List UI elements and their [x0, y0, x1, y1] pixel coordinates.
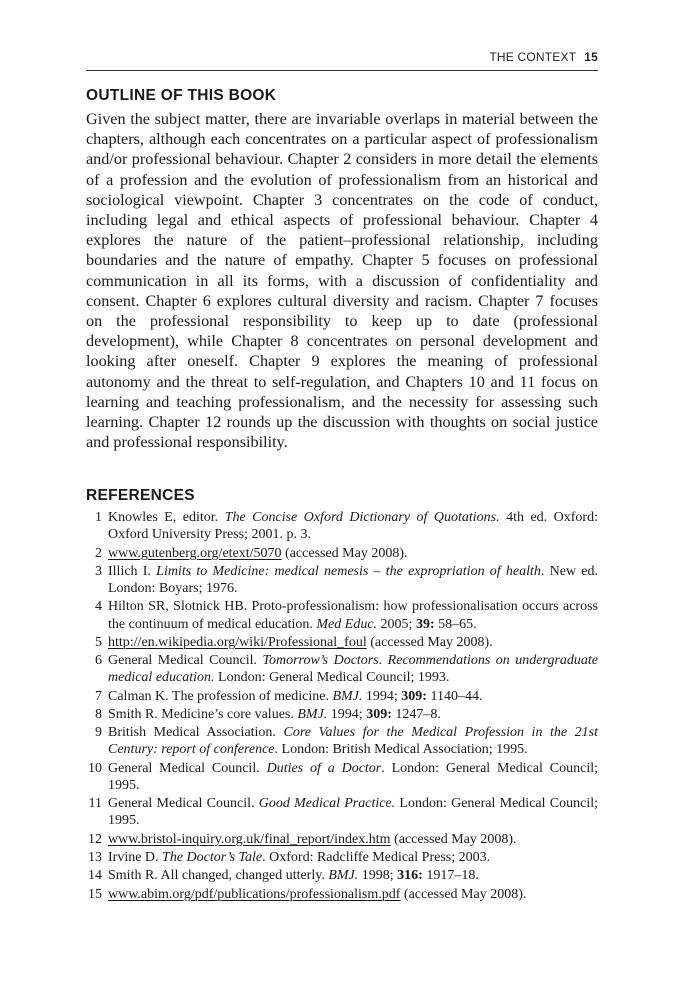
- reference-text: 316:: [397, 868, 423, 884]
- reference-item: [86, 634, 598, 651]
- reference-text: The Doctor’s Tale: [162, 849, 263, 865]
- reference-list: [86, 509, 598, 904]
- reference-item: [86, 886, 598, 903]
- reference-number: 14: [88, 868, 102, 884]
- reference-number: 6: [95, 653, 102, 669]
- reference-text: 1994;: [327, 706, 367, 722]
- reference-text: Limits to Medicine: medical nemesis – the expropriation of health: [156, 563, 541, 579]
- reference-number: 1: [95, 510, 102, 525]
- reference-item: [86, 509, 598, 543]
- header-rule: [86, 70, 598, 71]
- reference-text: Duties of a Doctor: [266, 760, 382, 776]
- reference-item: [86, 831, 598, 848]
- reference-text: Tomorrow’s Doctors. Recommendations on undergraduate medical education.: [108, 653, 598, 686]
- reference-link[interactable]: www.gutenberg.org/etext/5070: [108, 545, 282, 561]
- reference-text: London: General Medical Council; 1993.: [214, 670, 450, 686]
- reference-number: 4: [95, 599, 102, 615]
- reference-link[interactable]: http://en.wikipedia.org/wiki/Professional_foul: [108, 634, 367, 650]
- reference-text: . London: General Medical Council; 1995.: [108, 760, 598, 793]
- reference-text: Knowles E, editor.: [108, 510, 225, 525]
- reference-number: 8: [95, 706, 102, 722]
- outline-heading: OUTLINE OF THIS BOOK: [86, 87, 277, 104]
- reference-number: 13: [88, 849, 102, 865]
- reference-text: 1140–44.: [426, 688, 483, 704]
- reference-number: 11: [88, 796, 102, 812]
- reference-text: Med Educ.: [316, 616, 378, 632]
- reference-text: Smith R. All changed, changed utterly.: [108, 868, 329, 884]
- reference-text: British Medical Association.: [108, 725, 284, 741]
- reference-text: BMJ.: [332, 688, 363, 704]
- reference-text: Smith R. Medicine’s core values.: [108, 706, 298, 722]
- reference-text: . London: British Medical Association; 1995.: [274, 742, 528, 758]
- reference-item: [86, 867, 598, 884]
- reference-number: 10: [88, 760, 102, 776]
- reference-item: [86, 849, 598, 866]
- reference-number: 15: [88, 886, 102, 902]
- reference-text: 1917–18.: [422, 868, 479, 884]
- reference-number: 2: [95, 545, 102, 561]
- page-number: 15: [584, 50, 598, 64]
- reference-text: General Medical Council.: [108, 760, 267, 776]
- reference-text: . Oxford: Radcliffe Medical Press; 2003.: [262, 849, 491, 865]
- running-head: [86, 50, 598, 64]
- reference-text: 1994;: [362, 688, 402, 704]
- reference-text: 2005;: [377, 616, 416, 632]
- reference-text: London: General Medical Council; 1995.: [108, 796, 598, 829]
- reference-text: 309:: [401, 688, 427, 704]
- reference-text: Calman K. The profession of medicine.: [108, 688, 333, 704]
- reference-text: (accessed May 2008).: [390, 831, 517, 847]
- reference-text: 58–65.: [434, 616, 477, 632]
- reference-text: 1247–8.: [391, 706, 441, 722]
- reference-item: [86, 724, 598, 758]
- reference-number: 12: [88, 831, 102, 847]
- reference-text: Good Medical Practice.: [258, 796, 396, 812]
- reference-text: BMJ.: [328, 868, 359, 884]
- reference-link[interactable]: www.abim.org/pdf/publications/professionalism.pdf: [108, 886, 401, 902]
- reference-item: [86, 563, 598, 597]
- reference-text: . New ed. London: Boyars; 1976.: [108, 563, 598, 596]
- running-head-title: THE CONTEXT: [489, 50, 577, 64]
- reference-text: 309:: [366, 706, 392, 722]
- reference-text: Core Values for the Medical Profession in the 21st Century: report of conference: [108, 725, 598, 758]
- reference-text: 39:: [415, 616, 435, 632]
- reference-text: 1998;: [358, 868, 398, 884]
- reference-text: The Concise Oxford Dictionary of Quotations.: [224, 510, 500, 525]
- reference-item: [86, 688, 598, 705]
- reference-item: [86, 652, 598, 686]
- reference-number: 7: [95, 688, 102, 704]
- references-heading: REFERENCES: [86, 487, 195, 504]
- reference-item: [86, 706, 598, 723]
- reference-text: General Medical Council.: [108, 796, 259, 812]
- reference-number: 9: [95, 725, 102, 741]
- reference-number: 3: [95, 563, 102, 579]
- reference-text: (accessed May 2008).: [400, 886, 527, 902]
- reference-text: (accessed May 2008).: [366, 634, 493, 650]
- reference-text: General Medical Council.: [108, 653, 263, 669]
- reference-text: 4th ed. Oxford: Oxford University Press; 2001. p. 3.: [108, 510, 598, 543]
- reference-item: [86, 795, 598, 829]
- reference-item: [86, 545, 598, 562]
- reference-text: BMJ.: [297, 706, 328, 722]
- reference-link[interactable]: www.bristol-inquiry.org.uk/final_report/index.htm: [108, 831, 391, 847]
- reference-item: [86, 760, 598, 794]
- reference-text: (accessed May 2008).: [281, 545, 408, 561]
- reference-number: 5: [95, 634, 102, 650]
- reference-text: Illich I.: [108, 563, 157, 579]
- reference-text: Hilton SR, Slotnick HB. Proto-professionalism: how professionalisation occurs across the continuum of medical education.: [108, 599, 598, 632]
- outline-paragraph: Given the subject matter, there are invariable overlaps in material between the chapters, although each concentrates on a particular aspect of professionalism and/or professional behaviour. Chapter 2 considers in more detail the elements of a profession and the evolution of professionalism from an historical and sociological viewpoint. Chapter 3 concentrates on the code of conduct, including legal and ethical aspects of professional behaviour. Chapter 4 explores the nature of the patient–professional relationship, including boundaries and the nature of empathy. Chapter 5 focuses on professional communication in all its forms, with a discussion of confidentiality and consent. Chapter 6 explores cultural diversity and racism. Chapter 7 focuses on the professional responsibility to keep up to date (professional development), while Chapter 8 concentrates on personal development and looking after oneself. Chapter 9 explores the meaning of professional autonomy and the threat to self-regulation, and Chapters 10 and 11 focus on learning and teaching professionalism, and the necessity for assessing such learning. Chapter 12 rounds up the discussion with thoughts on social justice and professional responsibility.: [86, 110, 598, 452]
- reference-text: Irvine D.: [108, 849, 163, 865]
- reference-item: [86, 598, 598, 632]
